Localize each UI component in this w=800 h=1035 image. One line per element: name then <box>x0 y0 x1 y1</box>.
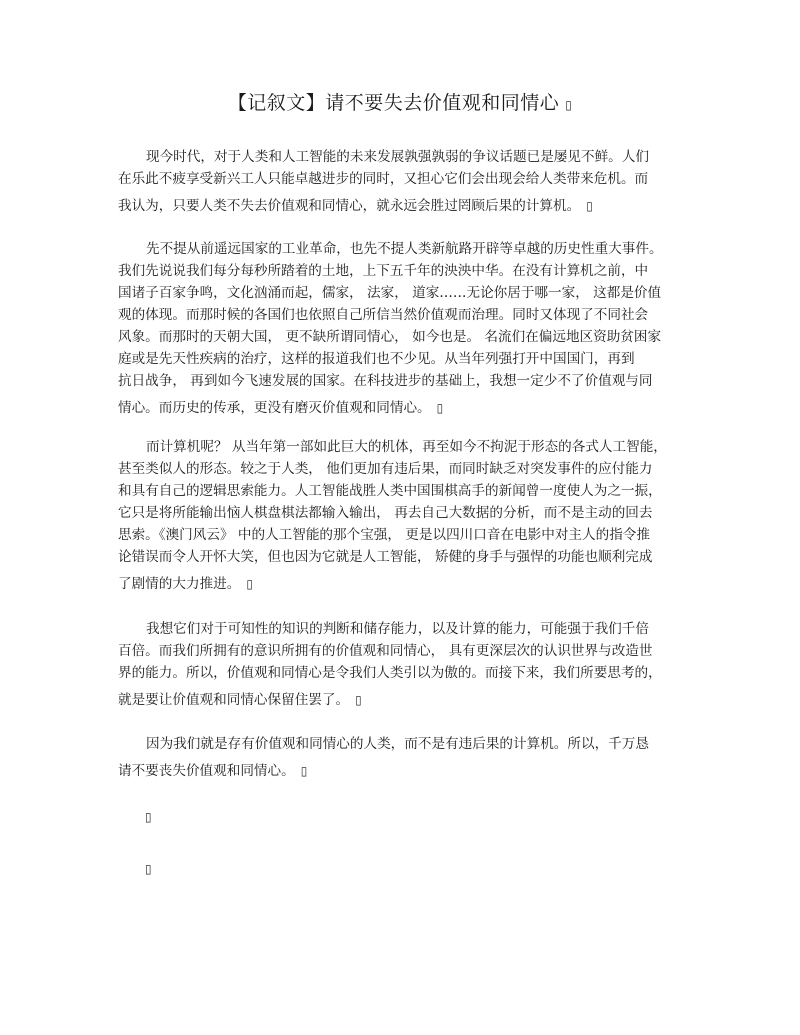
paragraph-line: 而计算机呢？ 从当年第一部如此巨大的机体，再至如今不拘泥于形态的各式人工智能， <box>146 439 667 455</box>
paragraph-2 <box>118 238 688 419</box>
paragraph-line: 观的体现。而那时候的各国们也依照自己所信当然价值观而治理。同时又体现了不同社会 <box>118 307 649 323</box>
paragraph-text: 就是要让价值观和同情心保留住罢了。 <box>118 692 350 708</box>
paragraph-line: 我想它们对于可知性的知识的判断和储存能力，以及计算的能力，可能强于我们千倍 <box>146 621 649 637</box>
paragraph-line: 风象。而那时的天朝大国， 更不缺所谓同情心， 如今也是。 名流们在偏远地区资助贫困家 <box>118 329 662 345</box>
title-mark: ▯ <box>565 98 573 112</box>
empty-paragraph-mark: ▯ <box>145 862 152 876</box>
paragraph-5 <box>118 733 688 782</box>
paragraph-line-last <box>118 397 688 419</box>
paragraph-line: 庭或是先天性疾病的治疗，这样的报道我们也不少见。从当年列强打开中国国门，再到 <box>118 351 635 367</box>
paragraph-end-mark: ▯ <box>246 577 253 591</box>
paragraph-end-mark: ▯ <box>586 199 593 213</box>
paragraph-line: 我们先说说我们每分每秒所踏着的土地，上下五千年的泱泱中华。在没有计算机之前，中 <box>118 263 649 279</box>
paragraph-end-mark: ▯ <box>355 693 362 707</box>
paragraph-line-last <box>118 195 688 217</box>
paragraph-line: 因为我们就是存有价值观和同情心的人类，而不是有违后果的计算机。所以，千万恳 <box>146 736 649 752</box>
paragraph-line: 思索。《澳门风云》 中的人工智能的那个宝强， 更是以四川口音在电影中对主人的指令推 <box>118 527 650 543</box>
paragraph-1 <box>118 146 688 217</box>
paragraph-4 <box>118 618 688 711</box>
paragraph-line: 它只是将所能输出恼人棋盘棋法都输入输出， 再去自己大数据的分析，而不是主动的回去 <box>118 505 653 521</box>
paragraph-line-last <box>118 760 688 782</box>
paragraph-3 <box>118 436 688 595</box>
paragraph-line: 抗日战争， 再到如今飞速发展的国家。在科技进步的基础上，我想一定少不了价值观与同 <box>118 373 653 389</box>
paragraph-line: 在乐此不疲享受新兴工人只能卓越进步的同时，又担心它们会出现会给人类带来危机。而 <box>118 171 649 187</box>
paragraph-line: 论错误而令人开怀大笑，但也因为它就是人工智能， 矫健的身手与强悍的功能也顺利完成 <box>118 549 653 565</box>
paragraph-line-last <box>118 573 688 595</box>
paragraph-text: 情心。而历史的传承，更没有磨灭价值观和同情心。 <box>118 400 431 416</box>
document-title <box>0 90 800 118</box>
paragraph-line: 现今时代，对于人类和人工智能的未来发展孰强孰弱的争议话题已是屡见不鲜。人们 <box>146 149 649 165</box>
empty-paragraph-mark: ▯ <box>145 810 152 824</box>
paragraph-line: 百倍。而我们所拥有的意识所拥有的价值观和同情心， 具有更深层次的认识世界与改造世 <box>118 643 653 659</box>
paragraph-text: 请不要丧失价值观和同情心。 <box>118 763 295 779</box>
paragraph-end-mark: ▯ <box>300 764 308 778</box>
title-text: 【记叙文】请不要失去价值观和同情心 <box>227 92 560 114</box>
paragraph-line: 先不提从前遥远国家的工业革命，也先不提人类新航路开辟等卓越的历史性重大事件。 <box>146 241 663 257</box>
paragraph-line: 甚至类似人的形态。较之于人类， 他们更加有违后果，而同时缺乏对突发事件的应付能力 <box>118 461 653 477</box>
paragraph-end-mark: ▯ <box>436 401 444 415</box>
paragraph-line: 界的能力。所以，价值观和同情心是令我们人类引以为傲的。而接下来，我们所要思考的， <box>118 665 662 681</box>
paragraph-line: 国诸子百家争鸣，文化汹涌而起，儒家， 法家， 道家……无论你居于哪一家， 这都是价值 <box>118 285 662 301</box>
paragraph-text: 了剧情的大力推进。 <box>118 576 241 592</box>
paragraph-text: 我认为，只要人类不失去价值观和同情心，就永远会胜过罔顾后果的计算机。 <box>118 198 581 214</box>
paragraph-line: 和具有自己的逻辑思索能力。人工智能战胜人类中国围棋高手的新闻曾一度使人为之一振， <box>118 483 662 499</box>
paragraph-line-last <box>118 689 688 711</box>
